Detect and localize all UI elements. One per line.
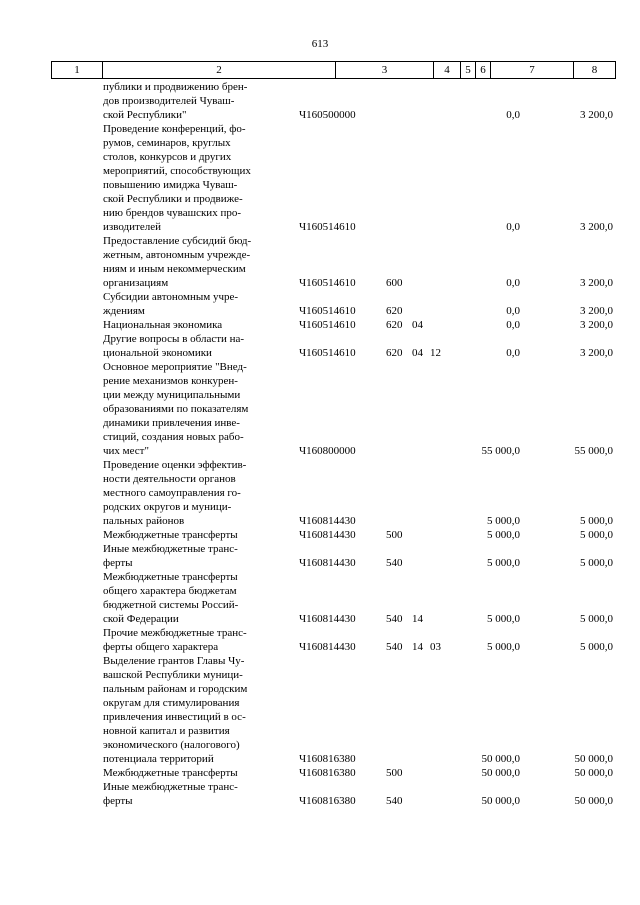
row-code: Ч160816380 [299, 795, 356, 807]
row-value-col8: 5 000,0 [580, 515, 613, 527]
table-row [0, 766, 640, 780]
row-value-col8: 3 200,0 [580, 347, 613, 359]
row-value-col8: 5 000,0 [580, 529, 613, 541]
row-value-col7: 5 000,0 [487, 613, 520, 625]
row-expense-type: 600 [386, 277, 403, 289]
row-expense-type: 540 [386, 795, 403, 807]
row-name: Прочие межбюджетные транс- ферты общего характера [103, 627, 247, 653]
table-row [0, 542, 640, 570]
header-col-5: 5 [461, 62, 476, 78]
table-header [51, 61, 616, 79]
header-col-3: 3 [336, 62, 434, 78]
row-value-col8: 50 000,0 [574, 795, 613, 807]
row-expense-type: 540 [386, 613, 403, 625]
row-value-col8: 5 000,0 [580, 557, 613, 569]
row-value-col7: 0,0 [506, 347, 520, 359]
row-value-col8: 3 200,0 [580, 221, 613, 233]
row-name: Проведение оценки эффектив- ности деятельности органов местного самоуправления го- родских округов и муници- пальных районов [103, 459, 247, 527]
row-name: Предоставление субсидий бюд- жетным, автономным учрежде- ниям и иным некоммерческим организациям [103, 235, 252, 289]
table-row [0, 528, 640, 542]
row-value-col7: 55 000,0 [481, 445, 520, 457]
row-name: Межбюджетные трансферты [103, 767, 238, 779]
row-name: Национальная экономика [103, 319, 223, 331]
row-code: Ч160514610 [299, 347, 356, 359]
row-name: Основное мероприятие "Внед- рение механизмов конкурен- ции между муниципальными образованиями по показателям динамики привлечения инве- стиций, создания новых рабо- чих мест" [103, 361, 249, 457]
row-value-col7: 5 000,0 [487, 515, 520, 527]
row-expense-type: 540 [386, 557, 403, 569]
row-expense-type: 620 [386, 319, 403, 331]
table-row [0, 780, 640, 808]
row-name: Субсидии автономным учре- ждениям [103, 291, 239, 317]
row-code: Ч160816380 [299, 753, 356, 765]
row-value-col7: 0,0 [506, 305, 520, 317]
row-section: 04 [412, 347, 423, 359]
table-row [0, 626, 640, 654]
row-code: Ч160514610 [299, 277, 356, 289]
row-value-col7: 0,0 [506, 221, 520, 233]
row-name: публики и продвижению брен- дов производителей Чуваш- ской Республики" [103, 81, 248, 121]
table-row [0, 570, 640, 626]
row-value-col7: 50 000,0 [481, 767, 520, 779]
row-name: Иные межбюджетные транс- ферты [103, 781, 238, 807]
row-expense-type: 500 [386, 529, 403, 541]
row-expense-type: 500 [386, 767, 403, 779]
row-value-col8: 3 200,0 [580, 305, 613, 317]
row-value-col8: 3 200,0 [580, 277, 613, 289]
row-subsection: 03 [430, 641, 441, 653]
header-col-7: 7 [491, 62, 574, 78]
row-value-col7: 0,0 [506, 277, 520, 289]
row-value-col7: 5 000,0 [487, 641, 520, 653]
table-body [0, 80, 640, 808]
row-name: Выделение грантов Главы Чу- вашской Республики муници- пальным районам и городским округам для стимулирования привлечения инвестиций в ос- новной капитал и развития экономического (налогового) потенциала территорий [103, 655, 248, 765]
table-row [0, 458, 640, 528]
row-code: Ч160514610 [299, 319, 356, 331]
row-section: 14 [412, 641, 423, 653]
row-value-col7: 0,0 [506, 319, 520, 331]
table-row [0, 290, 640, 318]
row-code: Ч160514610 [299, 305, 356, 317]
row-name: Другие вопросы в области на- циональной экономики [103, 333, 245, 359]
row-code: Ч160814430 [299, 515, 356, 527]
row-expense-type: 620 [386, 347, 403, 359]
row-subsection: 12 [430, 347, 441, 359]
row-code: Ч160500000 [299, 109, 356, 121]
row-value-col8: 3 200,0 [580, 319, 613, 331]
table-row [0, 80, 640, 122]
row-code: Ч160814430 [299, 613, 356, 625]
header-col-8: 8 [591, 64, 598, 76]
row-expense-type: 620 [386, 305, 403, 317]
row-value-col8: 50 000,0 [574, 753, 613, 765]
row-name: Проведение конференций, фо- румов, семинаров, круглых столов, конкурсов и других мероприятий, способствующих повышению имиджа Чуваш- ской Республики и продвиже- нию брендов чувашских про- изводителей [103, 123, 251, 233]
row-name: Межбюджетные трансферты общего характера бюджетам бюджетной системы Россий- ской Федерации [103, 571, 239, 625]
row-value-col8: 5 000,0 [580, 613, 613, 625]
row-value-col8: 55 000,0 [574, 445, 613, 457]
row-code: Ч160814430 [299, 641, 356, 653]
table-row [0, 332, 640, 360]
table-row [0, 360, 640, 458]
header-col-1: 1 [52, 62, 103, 78]
row-name: Межбюджетные трансферты [103, 529, 238, 541]
row-section: 14 [412, 613, 423, 625]
row-value-col7: 50 000,0 [481, 795, 520, 807]
header-col-6: 6 [476, 62, 491, 78]
row-value-col7: 5 000,0 [487, 557, 520, 569]
row-code: Ч160814430 [299, 557, 356, 569]
row-value-col8: 50 000,0 [574, 767, 613, 779]
row-value-col7: 0,0 [506, 109, 520, 121]
header-col-4: 4 [434, 62, 461, 78]
page-number: 613 [311, 38, 329, 50]
row-value-col7: 5 000,0 [487, 529, 520, 541]
header-col-2: 2 [103, 62, 336, 78]
row-section: 04 [412, 319, 423, 331]
table-row [0, 122, 640, 234]
row-expense-type: 540 [386, 641, 403, 653]
row-code: Ч160800000 [299, 445, 356, 457]
row-value-col7: 50 000,0 [481, 753, 520, 765]
row-value-col8: 3 200,0 [580, 109, 613, 121]
table-row [0, 234, 640, 290]
table-row [0, 318, 640, 332]
row-code: Ч160814430 [299, 529, 356, 541]
row-code: Ч160514610 [299, 221, 356, 233]
row-value-col8: 5 000,0 [580, 641, 613, 653]
row-code: Ч160816380 [299, 767, 356, 779]
row-name: Иные межбюджетные транс- ферты [103, 543, 238, 569]
table-row [0, 654, 640, 766]
